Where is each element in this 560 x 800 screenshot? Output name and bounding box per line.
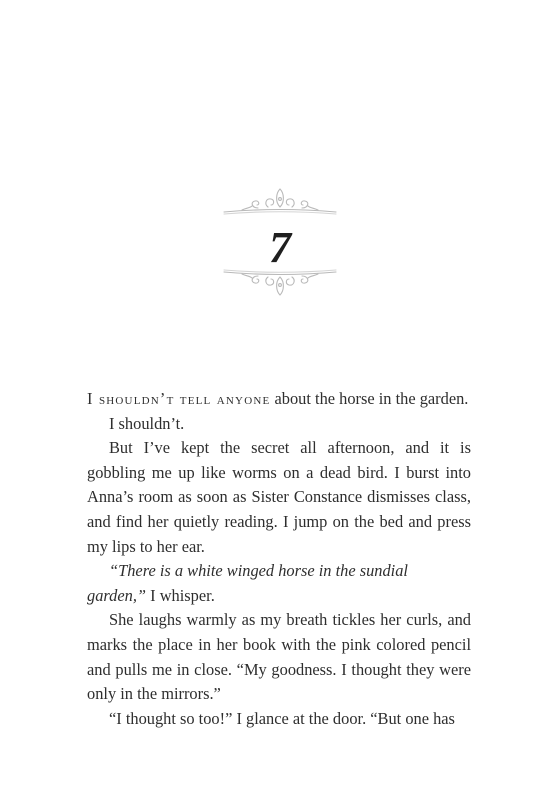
italic-dialogue: “There is a white winged horse in the sundial garden,” xyxy=(87,561,408,605)
paragraph-text: “I thought so too!” I glance at the door. “But one has xyxy=(109,708,455,728)
paragraph xyxy=(87,707,471,732)
paragraph xyxy=(87,559,471,608)
paragraph-text: But I’ve kept the secret all afternoon, and it is gobbling me up like worms on a dead bird. I burst into Anna’s room as soon as Sister Constance dismisses class, and find her quietly reading. I jump on the bed and press my lips to her ear. xyxy=(87,438,471,556)
paragraph xyxy=(87,412,471,437)
paragraph-text: I whisper. xyxy=(146,585,215,605)
paragraph xyxy=(87,387,471,412)
chapter-number: 7 xyxy=(269,223,291,272)
paragraph-text: I shouldn’t. xyxy=(109,413,185,433)
chapter-text xyxy=(87,387,471,731)
paragraph-text: She laughs warmly as my breath tickles her curls, and marks the place in her book with the pink colored pencil and pulls me in close. “My goodness. I thought they were only in the mirrors.” xyxy=(87,610,471,704)
bottom-ornament-icon xyxy=(222,268,338,298)
opening-small-caps: I shouldn’t tell anyone xyxy=(87,389,271,408)
paragraph-text: about the horse in the garden. xyxy=(270,389,469,408)
paragraph xyxy=(87,436,471,559)
top-ornament-icon xyxy=(222,186,338,216)
paragraph xyxy=(87,608,471,706)
